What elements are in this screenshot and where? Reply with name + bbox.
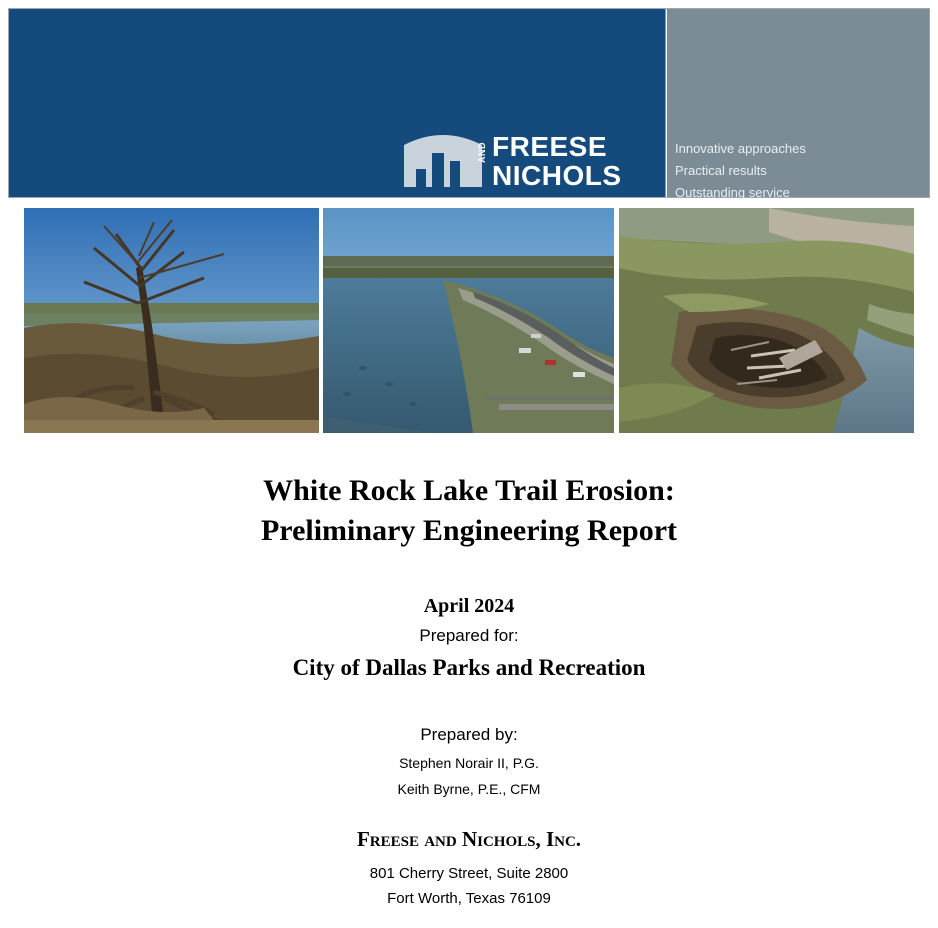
logo-line-nichols: NICHOLS <box>492 160 622 191</box>
freese-nichols-logo <box>404 133 654 191</box>
logo-conjunction: AND <box>477 142 487 163</box>
page-title-line-2: Preliminary Engineering Report <box>260 514 678 547</box>
cover-text-block <box>0 433 938 911</box>
cover-photo-strip <box>0 208 938 433</box>
address-line-1: 801 Cherry Street, Suite 2800 <box>369 865 569 882</box>
page-title-line-1: White Rock Lake Trail Erosion: <box>263 474 675 507</box>
photo-aerial-lake-and-trail <box>323 208 614 433</box>
header-tagline <box>675 138 806 204</box>
logo-wordmark <box>477 131 657 191</box>
address-line-2: Fort Worth, Texas 76109 <box>387 890 551 907</box>
author-2: Keith Byrne, P.E., CFM <box>397 781 541 797</box>
prepared-for-label: Prepared for: <box>419 626 519 645</box>
photo-eroded-shoreline-tree-roots <box>24 208 319 433</box>
company-address <box>0 861 938 911</box>
logo-line-freese: FREESE <box>492 131 608 162</box>
page-title <box>0 471 938 551</box>
author-1: Stephen Norair II, P.G. <box>399 755 539 771</box>
photo-bank-washout-debris <box>619 208 914 433</box>
company-name: Freese and Nichols, Inc. <box>356 827 582 851</box>
report-date: April 2024 <box>423 595 515 617</box>
prepared-by-label: Prepared by: <box>420 725 518 744</box>
client-name: City of Dallas Parks and Recreation <box>292 655 646 680</box>
tagline-line-1: Innovative approaches <box>675 141 806 156</box>
document-header-banner <box>0 0 938 204</box>
tagline-line-2: Practical results <box>675 163 767 178</box>
tagline-line-3: Outstanding service <box>675 185 790 200</box>
freese-nichols-logo-mark-icon <box>404 133 482 187</box>
